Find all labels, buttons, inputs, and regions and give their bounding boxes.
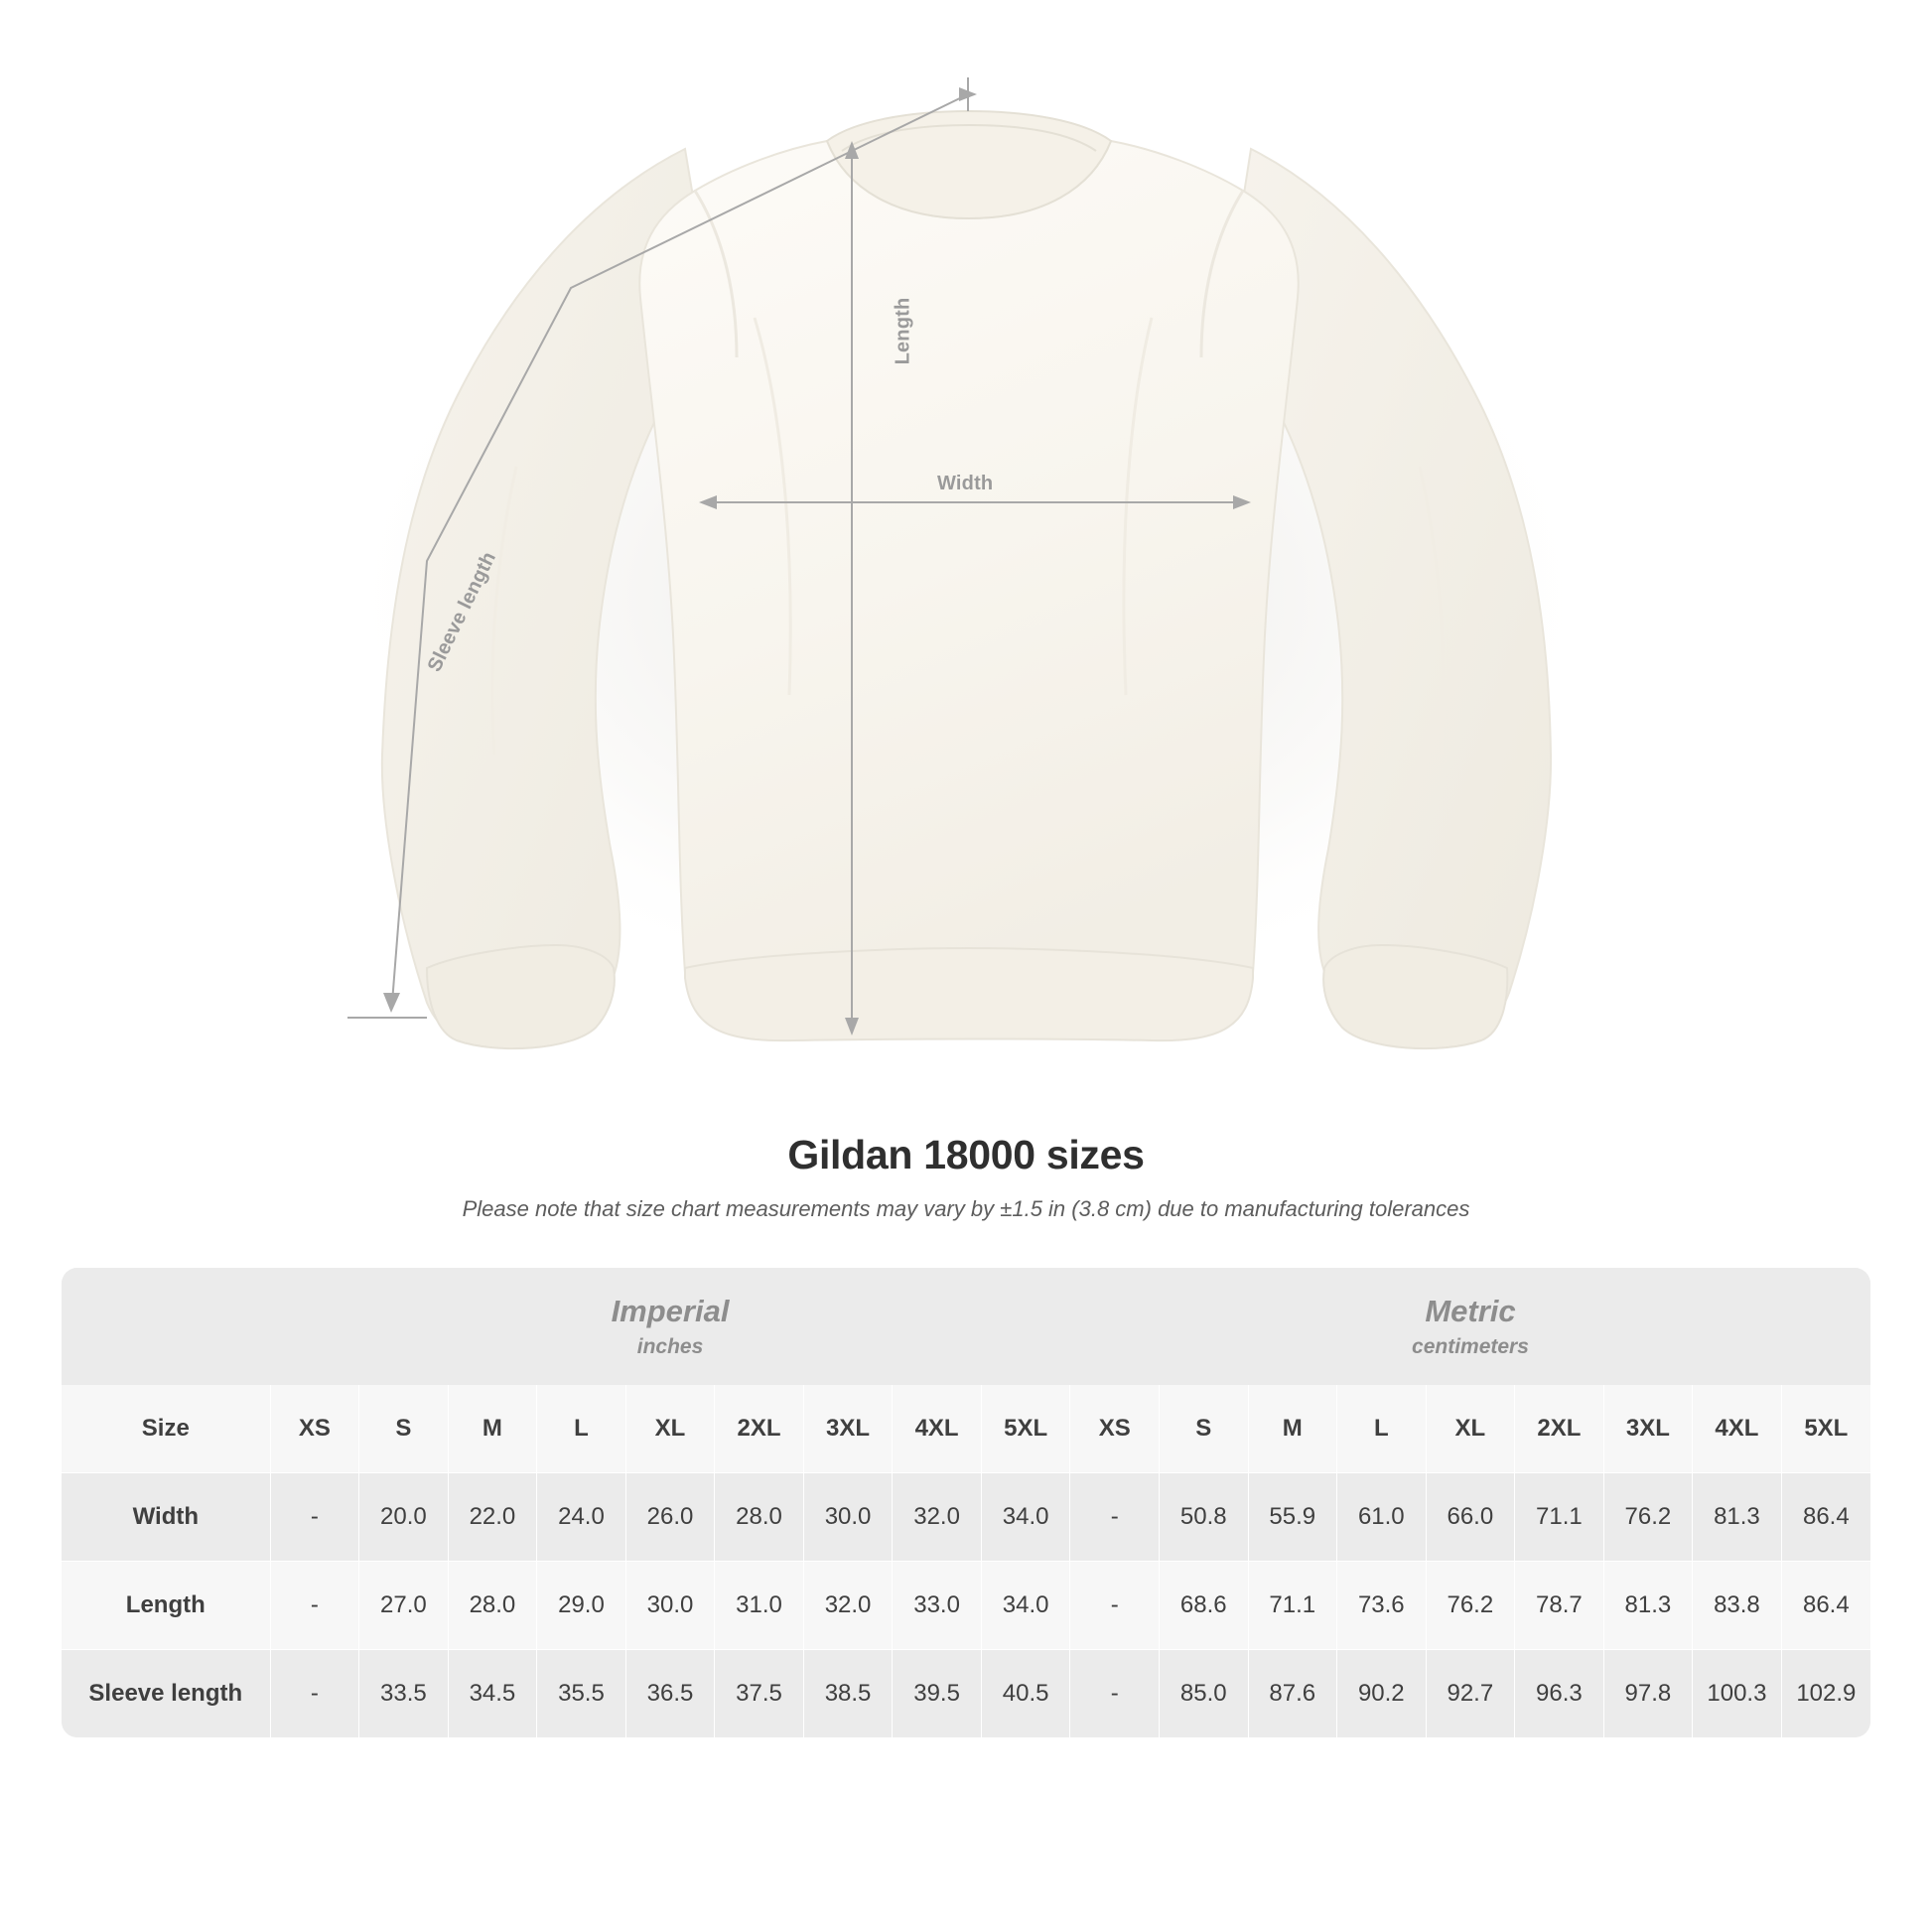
row-label-length: Length: [62, 1562, 270, 1650]
page-title: Gildan 18000 sizes: [787, 1132, 1145, 1177]
sleeve-imperial-5xl: 40.5: [981, 1650, 1070, 1738]
tolerance-note: Please note that size chart measurements may vary by ±1.5 in (3.8 cm) due to manufacturing tolerances: [462, 1196, 1470, 1221]
sleeve-imperial-l: 35.5: [537, 1650, 626, 1738]
length-imperial-l: 29.0: [537, 1562, 626, 1650]
length-metric-5xl: 86.4: [1781, 1562, 1870, 1650]
header-imperial-xs: XS: [270, 1385, 359, 1473]
length-metric-2xl: 78.7: [1515, 1562, 1604, 1650]
width-label: Width: [937, 473, 994, 494]
sleeve-imperial-2xl: 37.5: [715, 1650, 804, 1738]
sleeve-imperial-xl: 36.5: [625, 1650, 715, 1738]
header-imperial-s: S: [359, 1385, 449, 1473]
metric-label: Metric: [1425, 1294, 1516, 1328]
header-size: Size: [62, 1385, 270, 1473]
sleeve-imperial-s: 33.5: [359, 1650, 449, 1738]
table-row: [62, 1650, 1870, 1738]
header-metric-2xl: 2XL: [1515, 1385, 1604, 1473]
imperial-group-header: [270, 1268, 1070, 1385]
length-metric-s: 68.6: [1159, 1562, 1248, 1650]
length-imperial-m: 28.0: [448, 1562, 537, 1650]
size-table: [62, 1268, 1870, 1737]
width-metric-xl: 66.0: [1426, 1473, 1515, 1562]
table-row: [62, 1473, 1870, 1562]
length-metric-l: 73.6: [1337, 1562, 1427, 1650]
width-imperial-2xl: 28.0: [715, 1473, 804, 1562]
metric-group-header: [1070, 1268, 1870, 1385]
length-imperial-2xl: 31.0: [715, 1562, 804, 1650]
width-metric-l: 61.0: [1337, 1473, 1427, 1562]
metric-sublabel: centimeters: [1412, 1335, 1529, 1358]
width-imperial-m: 22.0: [448, 1473, 537, 1562]
width-metric-xs: -: [1070, 1473, 1160, 1562]
header-metric-m: M: [1248, 1385, 1337, 1473]
sleeve-imperial-3xl: 38.5: [803, 1650, 893, 1738]
length-imperial-4xl: 33.0: [893, 1562, 982, 1650]
size-header-row: [62, 1385, 1870, 1473]
sleeve-imperial-m: 34.5: [448, 1650, 537, 1738]
width-imperial-3xl: 30.0: [803, 1473, 893, 1562]
row-label-sleeve-length: Sleeve length: [62, 1650, 270, 1738]
width-imperial-xl: 26.0: [625, 1473, 715, 1562]
width-metric-2xl: 71.1: [1515, 1473, 1604, 1562]
header-metric-4xl: 4XL: [1693, 1385, 1782, 1473]
header-imperial-xl: XL: [625, 1385, 715, 1473]
unit-header-row: [62, 1268, 1870, 1385]
length-imperial-s: 27.0: [359, 1562, 449, 1650]
length-imperial-xl: 30.0: [625, 1562, 715, 1650]
header-imperial-l: L: [537, 1385, 626, 1473]
width-metric-3xl: 76.2: [1603, 1473, 1693, 1562]
length-metric-xl: 76.2: [1426, 1562, 1515, 1650]
header-imperial-5xl: 5XL: [981, 1385, 1070, 1473]
header-imperial-m: M: [448, 1385, 537, 1473]
sleeve-metric-xl: 92.7: [1426, 1650, 1515, 1738]
sleeve-metric-s: 85.0: [1159, 1650, 1248, 1738]
width-metric-4xl: 81.3: [1693, 1473, 1782, 1562]
sleeve-metric-m: 87.6: [1248, 1650, 1337, 1738]
row-label-width: Width: [62, 1473, 270, 1562]
imperial-label: Imperial: [611, 1294, 730, 1328]
sleeve-metric-3xl: 97.8: [1603, 1650, 1693, 1738]
length-metric-xs: -: [1070, 1562, 1160, 1650]
length-metric-m: 71.1: [1248, 1562, 1337, 1650]
header-imperial-2xl: 2XL: [715, 1385, 804, 1473]
unit-spacer: [62, 1268, 270, 1385]
size-table-container: [62, 1268, 1870, 1737]
header-metric-xl: XL: [1426, 1385, 1515, 1473]
width-imperial-l: 24.0: [537, 1473, 626, 1562]
width-imperial-4xl: 32.0: [893, 1473, 982, 1562]
length-imperial-xs: -: [270, 1562, 359, 1650]
sleeve-metric-2xl: 96.3: [1515, 1650, 1604, 1738]
chart-heading-block: [0, 1132, 1932, 1222]
width-imperial-5xl: 34.0: [981, 1473, 1070, 1562]
length-label: Length: [892, 297, 914, 365]
header-metric-5xl: 5XL: [1781, 1385, 1870, 1473]
sleeve-metric-xs: -: [1070, 1650, 1160, 1738]
length-metric-4xl: 83.8: [1693, 1562, 1782, 1650]
sleeve-imperial-xs: -: [270, 1650, 359, 1738]
width-imperial-xs: -: [270, 1473, 359, 1562]
header-metric-l: L: [1337, 1385, 1427, 1473]
width-metric-s: 50.8: [1159, 1473, 1248, 1562]
header-metric-s: S: [1159, 1385, 1248, 1473]
table-row: [62, 1562, 1870, 1650]
length-imperial-5xl: 34.0: [981, 1562, 1070, 1650]
width-imperial-s: 20.0: [359, 1473, 449, 1562]
sleeve-metric-5xl: 102.9: [1781, 1650, 1870, 1738]
sleeve-length-label: Sleeve length: [423, 548, 501, 676]
width-metric-m: 55.9: [1248, 1473, 1337, 1562]
header-imperial-3xl: 3XL: [803, 1385, 893, 1473]
sleeve-imperial-4xl: 39.5: [893, 1650, 982, 1738]
sleeve-metric-4xl: 100.3: [1693, 1650, 1782, 1738]
sleeve-metric-l: 90.2: [1337, 1650, 1427, 1738]
imperial-sublabel: inches: [636, 1335, 704, 1358]
length-imperial-3xl: 32.0: [803, 1562, 893, 1650]
length-metric-3xl: 81.3: [1603, 1562, 1693, 1650]
width-metric-5xl: 86.4: [1781, 1473, 1870, 1562]
header-imperial-4xl: 4XL: [893, 1385, 982, 1473]
header-metric-xs: XS: [1070, 1385, 1160, 1473]
header-metric-3xl: 3XL: [1603, 1385, 1693, 1473]
